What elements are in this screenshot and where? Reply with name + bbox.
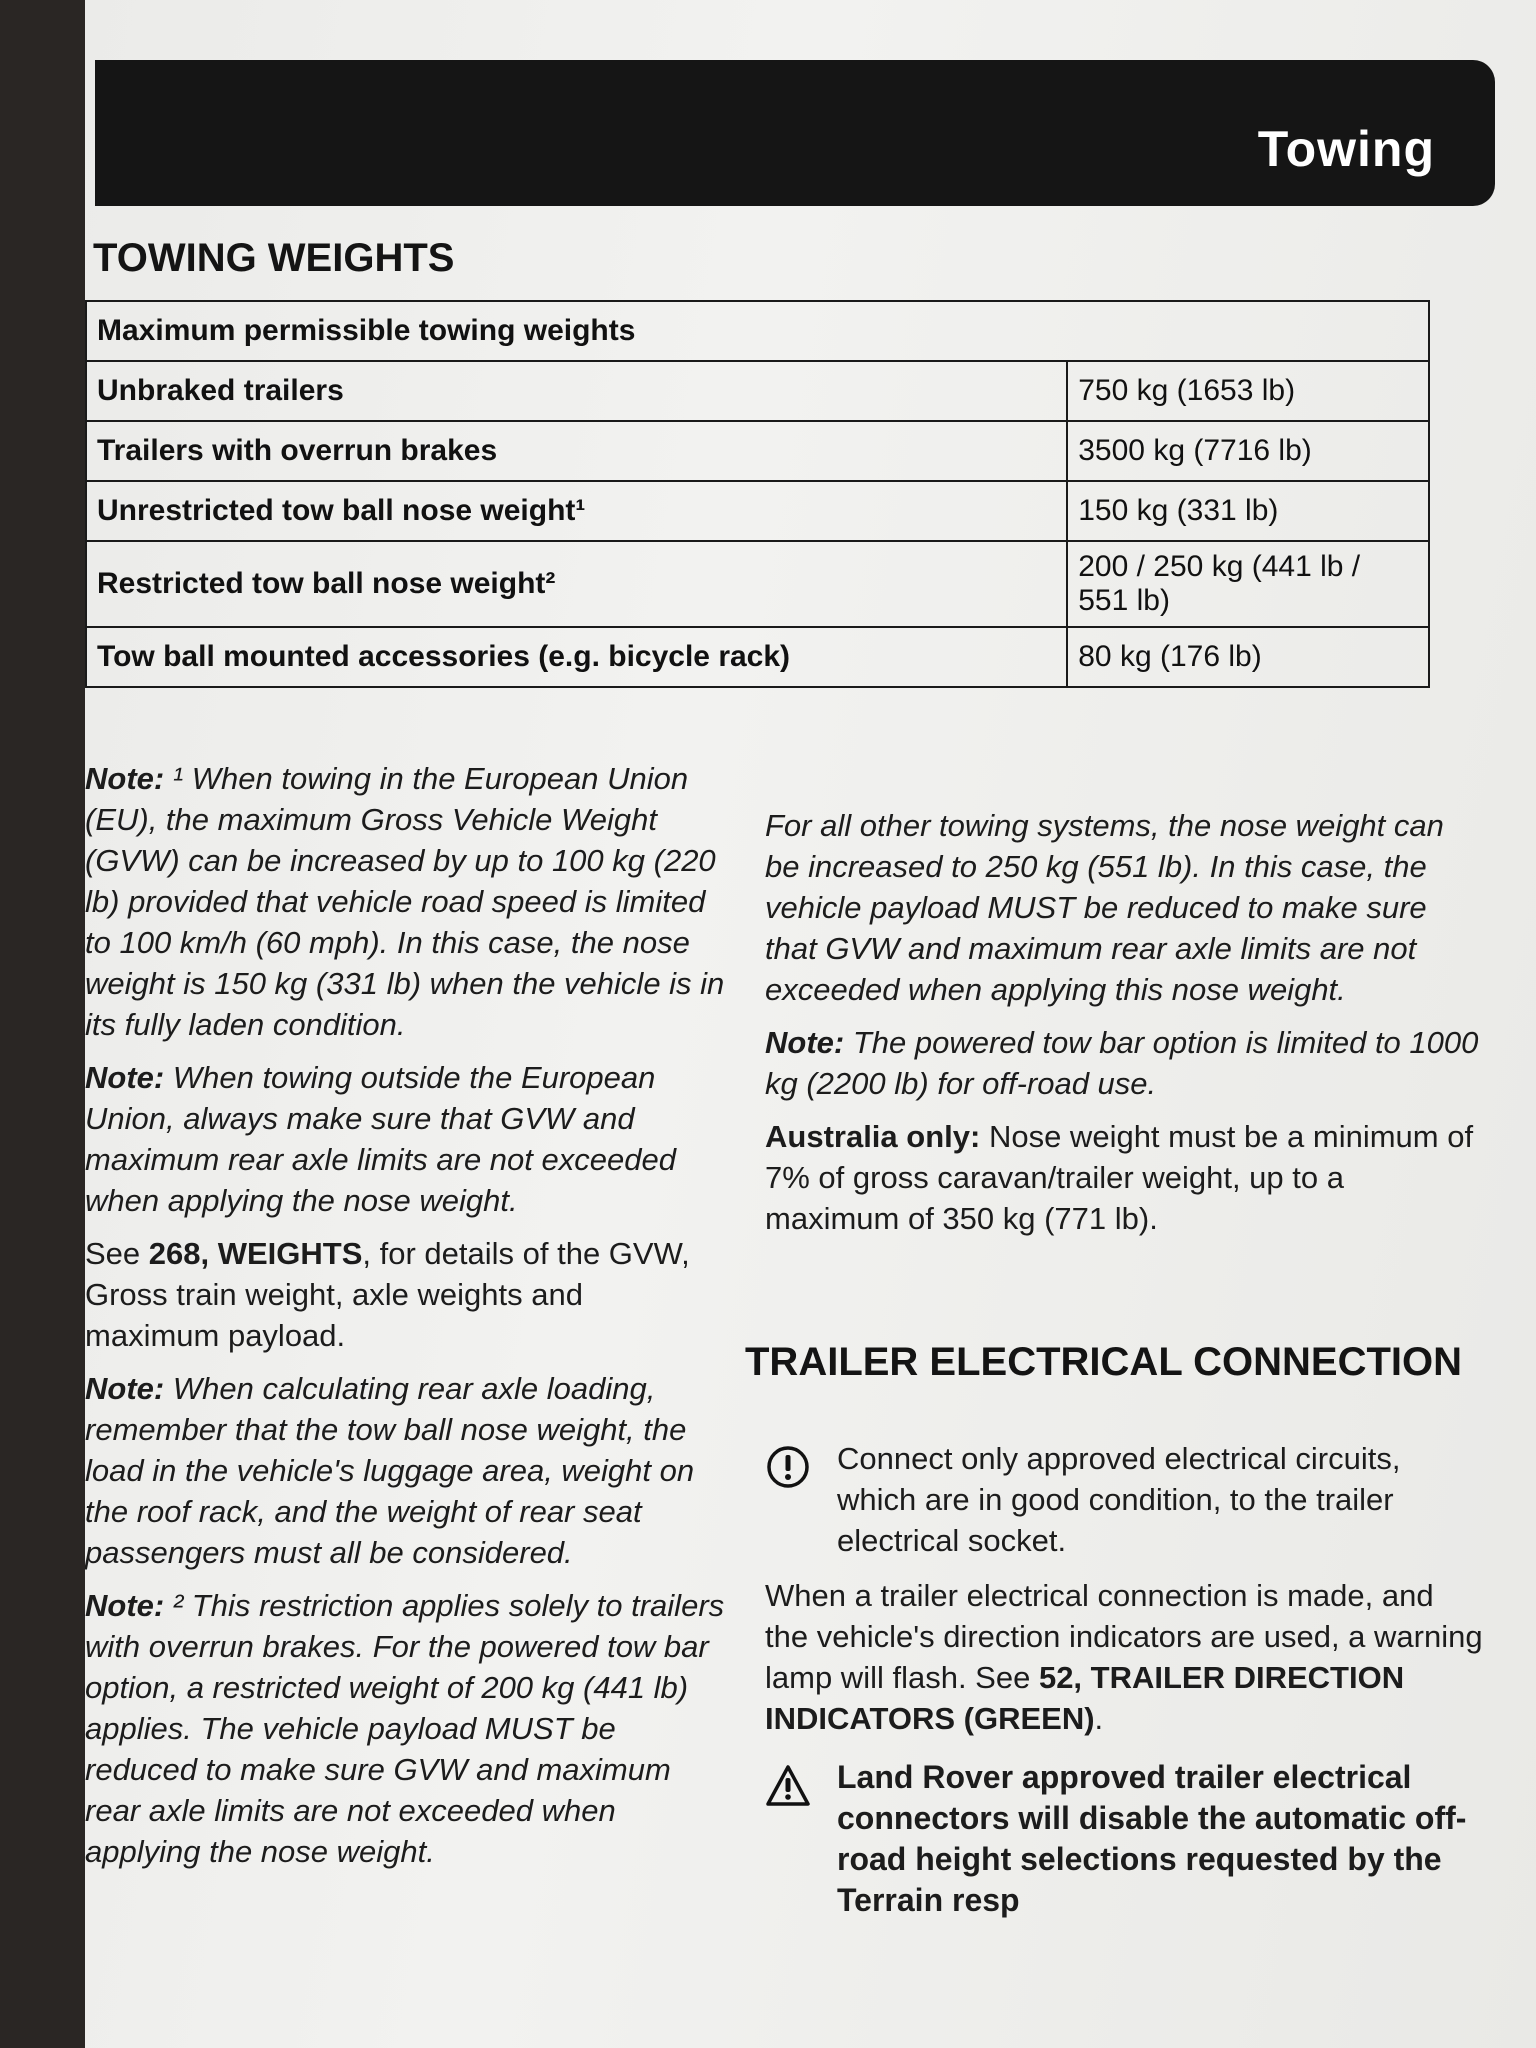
row-value: 80 kg (176 lb): [1067, 627, 1429, 687]
right-column-lower: [765, 1420, 1485, 1935]
note-eu-gvw: Note: ¹ When towing in the European Union (EU), the maximum Gross Vehicle Weight (GVW) can be increased by up to 100 kg (220 lb) provided that vehicle road speed is limited to 100 km/h (60 mph). In this case, the nose weight is 150 kg (331 lb) when the vehicle is in its fully laden condition.: [85, 761, 725, 1042]
row-label: Restricted tow ball nose weight²: [86, 541, 1067, 627]
direction-indicators-reference-link[interactable]: 52, TRAILER DIRECTION INDICATORS (GREEN): [765, 1660, 1405, 1736]
row-label: Trailers with overrun brakes: [86, 421, 1067, 481]
header-bar: [95, 60, 1495, 206]
table-row: [86, 421, 1429, 481]
australia-para: Australia only: Nose weight must be a minimum of 7% of gross caravan/trailer weight, up to a maximum of 350 kg (771 lb).: [765, 1119, 1474, 1236]
section-title: Towing: [1257, 121, 1435, 177]
note-rear-axle: Note: When calculating rear axle loading, remember that the tow ball nose weight, the load in the vehicle's luggage area, weight on the roof rack, and the weight of rear seat passengers must all be considered.: [85, 1371, 695, 1570]
row-value: 3500 kg (7716 lb): [1067, 421, 1429, 481]
direction-indicators-para: When a trailer electrical connection is made, and the vehicle's direction indicators are used, a warning lamp will flash. See 52, TRAILER DIRECTION INDICATORS (GREEN).: [765, 1578, 1483, 1736]
warning-text: Land Rover approved trailer electrical connectors will disable the automatic off-road height selections requested by the Terrain resp: [837, 1759, 1467, 1918]
row-label: Tow ball mounted accessories (e.g. bicycle rack): [86, 627, 1067, 687]
towing-weights-title: TOWING WEIGHTS: [93, 236, 455, 280]
table-row: [86, 361, 1429, 421]
row-value: 750 kg (1653 lb): [1067, 361, 1429, 421]
table-row: [86, 627, 1429, 687]
caution-callout: [765, 1438, 1485, 1561]
other-systems-para: For all other towing systems, the nose weight can be increased to 250 kg (551 lb). In this case, the vehicle payload MUST be reduced to make sure that GVW and maximum rear axle limits are not exceeded when applying this nose weight.: [765, 808, 1444, 1007]
see-weights-para: See 268, WEIGHTS, for details of the GVW, Gross train weight, axle weights and maximum payload.: [85, 1236, 690, 1353]
row-value: 200 / 250 kg (441 lb / 551 lb): [1067, 541, 1429, 627]
left-column: [85, 758, 725, 1884]
note-powered-tow-bar: Note: The powered tow bar option is limited to 1000 kg (2200 lb) for off-road use.: [765, 1025, 1479, 1101]
table-row: [86, 541, 1429, 627]
row-value: 150 kg (331 lb): [1067, 481, 1429, 541]
weights-reference-link[interactable]: 268, WEIGHTS: [148, 1236, 363, 1271]
caution-text: Connect only approved electrical circuits, which are in good condition, to the trailer electrical socket.: [837, 1441, 1401, 1558]
right-column: [765, 805, 1485, 1251]
towing-weights-table: [85, 300, 1430, 688]
warning-callout: [765, 1757, 1485, 1921]
table-row: [86, 481, 1429, 541]
warning-triangle-icon: [765, 1763, 811, 1809]
table-heading: Maximum permissible towing weights: [86, 301, 1429, 361]
trailer-electrical-title: TRAILER ELECTRICAL CONNECTION: [745, 1340, 1463, 1384]
manual-page: [85, 0, 1536, 2048]
row-label: Unbraked trailers: [86, 361, 1067, 421]
note-restriction: Note: ² This restriction applies solely to trailers with overrun brakes. For the powered tow bar option, a restricted weight of 200 kg (441 lb) applies. The vehicle payload MUST be reduced to make sure GVW and maximum rear axle limits are not exceeded when applying the nose weight.: [85, 1588, 725, 1869]
note-outside-eu: Note: When towing outside the European Union, always make sure that GVW and maximum rear axle limits are not exceeded when applying the nose weight.: [85, 1060, 676, 1218]
exclamation-circle-icon: [765, 1444, 811, 1490]
row-label: Unrestricted tow ball nose weight¹: [86, 481, 1067, 541]
table-heading-row: [86, 301, 1429, 361]
